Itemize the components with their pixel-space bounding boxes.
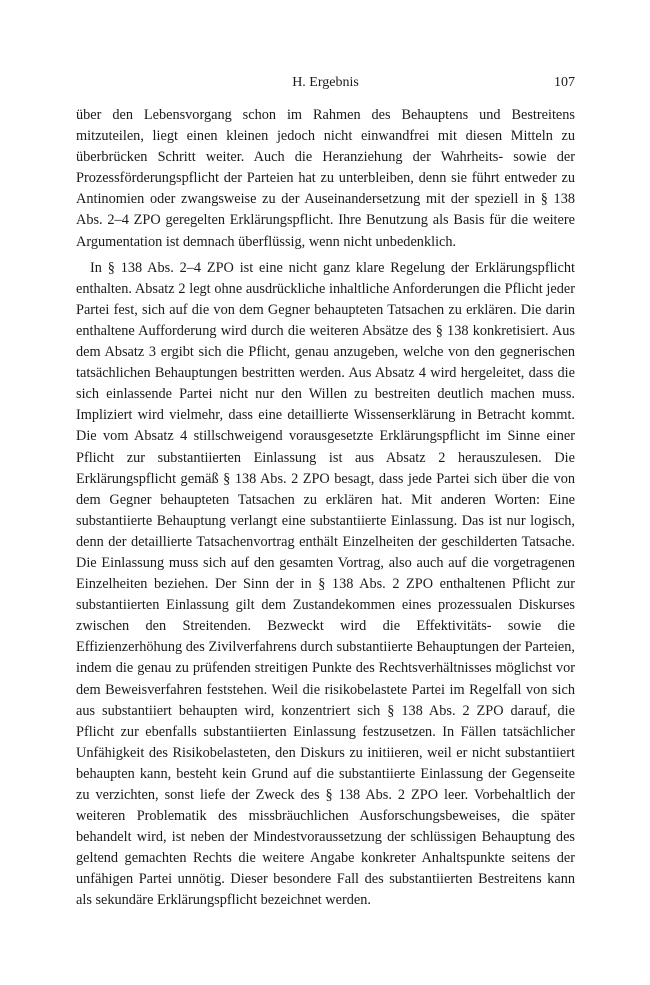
paragraph-erklaerungspflicht: In § 138 Abs. 2–4 ZPO ist eine nicht ganz klare Regelung der Erklärungspflicht enthalten. Absatz 2 legt ohne ausdrückliche inhaltliche Anforderungen die Pflicht jeder Partei fest, sich auf die von dem Gegner behaupteten Tatsachen zu erklären. Die darin enthaltene Aufforderung wird durch die weiteren Absätze des § 138 konkretisiert. Aus dem Absatz 3 ergibt sich die Pflicht, genau anzugeben, welche von den gegnerischen tatsächlichen Behauptungen bestritten werden. Aus Absatz 4 wird hergeleitet, dass die sich einlassende Partei nicht nur den Willen zu bestreiten deutlich machen muss. Impliziert wird vielmehr, dass eine detaillierte Wissenserklärung in Betracht kommt. Die vom Absatz 4 stillschweigend vorausgesetzte Erklärungspflicht im Sinne einer Pflicht zur substantiierten Einlassung ist aus Absatz 2 herauszulesen. Die Erklärungspflicht gemäß § 138 Abs. 2 ZPO besagt, dass jede Partei sich über die von dem Gegner behaupteten Tatsachen zu erklären hat. Mit anderen Worten: Eine substantiierte Behauptung verlangt eine substantiierte Einlassung. Das ist nur logisch, denn der detaillierte Tatsachenvortrag enthält Einzelheiten der geschilderten Tatsache. Die Einlassung muss sich auf den gesamten Vortrag, also auch auf die vorgetragenen Einzelheiten beziehen. Der Sinn der in § 138 Abs. 2 ZPO enthaltenen Pflicht zur substantiierten Einlassung gilt dem Zustandekommen eines prozessualen Diskurses zwischen den Streitenden. Bezweckt wird die Effektivitäts- sowie die Effizienzerhöhung des Zivilverfahrens durch substantiierte Behauptungen der Parteien, indem die genau zu prüfenden streitigen Punkte des Rechtsverhältnisses möglichst vor dem Beweisverfahren feststehen. Weil die risikobelastete Partei im Regelfall von sich aus substantiiert behaupten wird, konzentriert sich § 138 Abs. 2 ZPO darauf, die Pflicht zur ebenfalls substantiierten Einlassung festzusetzen. In Fällen tatsächlicher Unfähigkeit des Risikobelasteten, den Diskurs zu initiieren, weil er nicht substantiiert behaupten kann, besteht kein Grund auf die substantiierte Einlassung der Gegenseite zu verzichten, sonst liefe der Zweck des § 138 Abs. 2 ZPO leer. Vorbehaltlich der weiteren Problematik des missbräuchlichen Ausforschungsbeweises, die später behandelt wird, ist neben der Mindestvoraussetzung der schlüssigen Behauptung des geltend gemachten Rechts die weitere Angabe konkreter Anhaltspunkte seitens der unfähigen Partei unnötig. Dieser besondere Fall des substantiierten Bestreitens kann als sekundäre Erklärungspflicht bezeichnet werden. xyxy=(76,259,575,909)
page-number: 107 xyxy=(554,75,575,90)
paragraph-continuation: über den Lebensvorgang schon im Rahmen des Behauptens und Bestreitens mitzuteilen, liegt einen kleinen jedoch nicht einwandfrei mit diesen Mitteln zu überbrücken Schritt weiter. Auch die Heranziehung der Wahrheits- sowie der Prozessförderungspflicht der Parteien hat zu unterbleiben, denn sie führt entweder zu Antinomien oder zwangsweise zu der Auseinandersetzung mit der speziell in § 138 Abs. 2–4 ZPO geregelten Erklärungspflicht. Ihre Benutzung als Basis für die weitere Argumentation ist demnach überflüssig, wenn nicht unbedenklich. xyxy=(76,107,575,250)
body-text xyxy=(76,105,575,912)
running-title: H. Ergebnis xyxy=(292,75,359,90)
running-head xyxy=(76,73,575,93)
